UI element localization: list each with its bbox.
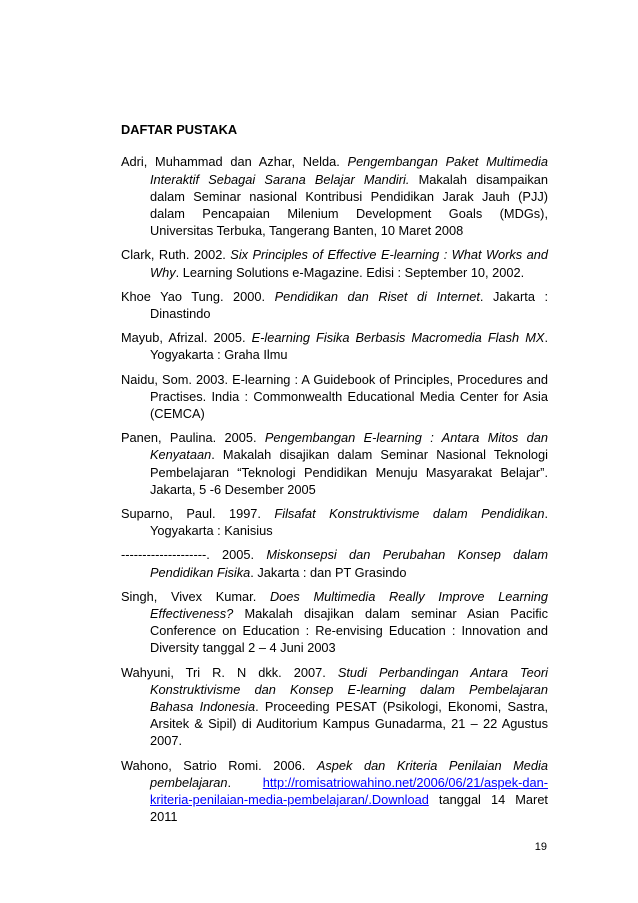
- title-text: E-learning Fisika Berbasis Macromedia Flash MX: [251, 330, 545, 346]
- title-text: pembelajaran: [150, 774, 228, 790]
- reference-text: Makalah disampaikan: [409, 171, 548, 187]
- title-text: Interaktif Sebagai Sarana Belajar Mandiri.: [150, 171, 410, 187]
- reference-text: Khoe Yao Tung. 2000.: [121, 288, 275, 304]
- title-text: Six Principles of Effective E-learning : What Works and: [230, 247, 548, 263]
- reference-line: [121, 446, 548, 463]
- title-text: Miskonsepsi dan Perubahan Konsep dalam: [266, 547, 548, 563]
- reference-line: [121, 329, 548, 346]
- reference-line: [121, 222, 548, 239]
- reference-line: [121, 757, 548, 774]
- title-text: Bahasa Indonesia: [150, 699, 256, 715]
- reference-text: Makalah disajikan dalam seminar Asian Pacific: [233, 606, 548, 622]
- reference-line: [121, 732, 548, 749]
- reference-entry: [121, 153, 548, 239]
- reference-entry: [121, 757, 548, 826]
- reference-text: Universitas Terbuka, Tangerang Banten, 10 Maret 2008: [150, 223, 464, 239]
- reference-text: Wahono, Satrio Romi. 2006.: [121, 757, 317, 773]
- title-text: Why: [150, 264, 176, 280]
- reference-text: 2011: [150, 809, 178, 825]
- reference-line: [121, 505, 548, 522]
- reference-line: [121, 464, 548, 481]
- reference-line: [121, 791, 548, 808]
- title-text: Filsafat Konstruktivisme dalam Pendidikan: [274, 506, 545, 522]
- reference-text: . Proceeding PESAT (Psikologi, Ekonomi, Sastra,: [255, 699, 548, 715]
- reference-text: . Makalah disajikan dalam Seminar Nasional Teknologi: [211, 447, 548, 463]
- reference-line: [121, 774, 548, 791]
- title-text: Konstruktivisme dan Konsep E-learning dalam Pembelajaran: [150, 681, 548, 697]
- reference-line: [121, 546, 548, 563]
- url-link[interactable]: http://romisatriowahino.net/2006/06/21/aspek-dan-: [262, 774, 548, 790]
- reference-line: [121, 305, 548, 322]
- reference-line: [121, 681, 548, 698]
- reference-text: Conference on Education : Re-envising Education : Innovation and: [150, 623, 548, 639]
- reference-text: .: [544, 506, 549, 522]
- title-text: Studi Perbandingan Antara Teori: [337, 664, 548, 680]
- title-text: Effectiveness?: [150, 606, 234, 622]
- reference-entry: [121, 246, 548, 280]
- reference-line: [121, 698, 548, 715]
- reference-text: Arsitek & Sipil) di Auditorium Kampus Gunadarma, 21 – 22 Agustus: [150, 716, 548, 732]
- reference-text: Singh, Vivex Kumar.: [121, 588, 270, 604]
- reference-line: [121, 522, 548, 539]
- reference-text: Adri, Muhammad dan Azhar, Nelda.: [121, 154, 348, 170]
- reference-text: Wahyuni, Tri R. N dkk. 2007.: [121, 664, 338, 680]
- reference-text: Panen, Paulina. 2005.: [121, 430, 265, 446]
- reference-text: Diversity tanggal 2 – 4 Juni 2003: [150, 640, 336, 656]
- reference-line: [121, 264, 548, 281]
- reference-line: [121, 664, 548, 681]
- reference-line: [121, 564, 548, 581]
- bibliography: [121, 121, 548, 833]
- reference-entry: [121, 664, 548, 750]
- reference-text: . Learning Solutions e-Magazine. Edisi : September 10, 2002.: [175, 264, 525, 280]
- reference-line: [121, 346, 548, 363]
- reference-line: [121, 188, 548, 205]
- reference-entry: [121, 588, 548, 657]
- reference-text: (CEMCA): [150, 406, 205, 422]
- reference-line: [121, 622, 548, 639]
- reference-line: [121, 246, 548, 263]
- reference-line: [121, 808, 548, 825]
- title-text: Pengembangan E-learning : Antara Mitos dan: [264, 430, 549, 446]
- reference-line: [121, 481, 548, 498]
- reference-text: dalam Pencapaian Milenium Development Goals (MDGs),: [150, 206, 548, 221]
- reference-line: [121, 429, 548, 446]
- title-text: Pengembangan Paket Multimedia: [347, 154, 548, 170]
- reference-text: Mayub, Afrizal. 2005.: [121, 330, 252, 346]
- reference-line: [121, 288, 548, 305]
- reference-text: dalam Seminar nasional Kontribusi Pendidikan Jarak Jauh (PJJ): [150, 188, 548, 204]
- url-link[interactable]: kriteria-penilaian-media-pembelajaran/.Download: [150, 792, 429, 808]
- reference-text: .: [544, 330, 548, 346]
- reference-line: [121, 171, 548, 188]
- reference-text: . Jakarta : dan PT Grasindo: [250, 564, 407, 580]
- title-text: Aspek dan Kriteria Penilaian Media: [316, 757, 548, 773]
- title-text: Pendidikan dan Riset di Internet: [274, 288, 480, 304]
- reference-line: [121, 639, 548, 656]
- page-title: DAFTAR PUSTAKA: [121, 122, 238, 137]
- reference-text: --------------------. 2005.: [121, 547, 267, 563]
- title-text: Kenyataan: [150, 447, 212, 463]
- reference-entry: [121, 505, 548, 539]
- reference-line: [121, 388, 548, 405]
- reference-text: Naidu, Som. 2003. E-learning : A Guidebook of Principles, Procedures and: [121, 371, 548, 387]
- reference-text: . Jakarta :: [479, 288, 549, 304]
- title-text: Pendidikan Fisika: [150, 564, 251, 580]
- reference-text: Jakarta, 5 -6 Desember 2005: [150, 481, 316, 497]
- reference-text: Clark, Ruth. 2002.: [121, 247, 231, 263]
- reference-text: Suparno, Paul. 1997.: [121, 506, 275, 522]
- reference-text: Practises. India : Commonwealth Educational Media Center for Asia: [150, 388, 548, 404]
- reference-list: [121, 153, 548, 825]
- reference-text: Yogyakarta : Kanisius: [150, 523, 273, 539]
- reference-line: [121, 405, 548, 422]
- reference-entry: [121, 371, 548, 423]
- reference-line: [121, 371, 548, 388]
- reference-line: [121, 588, 548, 605]
- reference-entry: [121, 429, 548, 498]
- reference-line: [121, 205, 548, 222]
- title-text: Does Multimedia Really Improve Learning: [269, 588, 548, 604]
- reference-text: Pembelajaran “Teknologi Pendidikan Menuju Masyarakat Belajar”.: [150, 464, 548, 480]
- reference-text: 2007.: [150, 733, 183, 749]
- reference-text: .: [227, 774, 263, 790]
- reference-entry: [121, 329, 548, 363]
- reference-text: Yogyakarta : Graha Ilmu: [150, 347, 288, 363]
- page-number: 19: [534, 841, 547, 853]
- reference-line: [121, 153, 548, 170]
- reference-text: Dinastindo: [150, 306, 211, 322]
- reference-line: [121, 715, 548, 732]
- reference-text: tanggal 14 Maret: [428, 792, 548, 808]
- reference-entry: [121, 288, 548, 322]
- reference-entry: [121, 546, 548, 580]
- reference-line: [121, 605, 548, 622]
